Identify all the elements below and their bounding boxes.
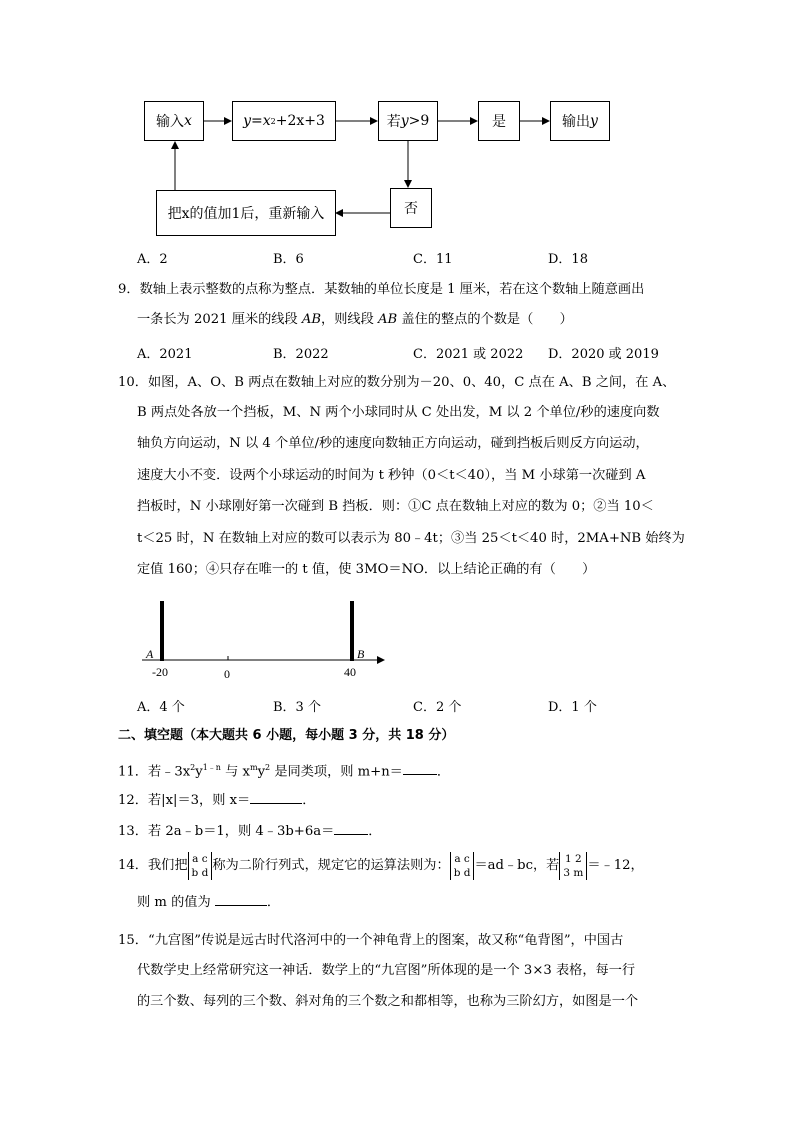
q12: 12．若|x|＝3，则 x＝ ． — [118, 793, 316, 808]
q14-line-2: 则 m 的值为 ． — [137, 895, 281, 910]
q9-option-d[interactable]: D．2020 或 2019 — [548, 347, 659, 362]
q14-line-1: 14．我们把 a c b d 称为二阶行列式，规定它的运算法则为： a c b d ＝ad﹣bc，若 1 2 3 m ＝﹣12， — [118, 852, 644, 879]
barrier-a — [160, 601, 164, 661]
q10-line-1: 10．如图，A、O、B 两点在数轴上对应的数分别为－20、0、40，C 点在 A、B 之间，在 A、 — [118, 375, 676, 390]
barrier-b — [350, 601, 354, 661]
q14-answer-blank[interactable] — [215, 893, 267, 906]
section-2-title: 二、填空题（本大题共 6 小题，每小题 3 分，共 18 分） — [118, 728, 455, 743]
q14-determinant-1: a c b d — [188, 852, 213, 880]
q9-line-1: 9．数轴上表示整数的点称为整点．某数轴的单位长度是 1 厘米，若在这个数轴上随意画出 — [118, 282, 645, 297]
q11-answer-blank[interactable] — [403, 762, 437, 775]
q10-option-c[interactable]: C．2 个 — [413, 700, 462, 715]
q10-line-4: 速度大小不变．设两个小球运动的时间为 t 秒钟（0＜t＜40），当 M 小球第一次碰到 A — [137, 468, 646, 483]
label-a: A — [146, 647, 154, 661]
q10-line-6: t＜25 时，N 在数轴上对应的数可以表示为 80﹣4t；③当 25＜t＜40 时，2MA+NB 始终为 — [137, 531, 685, 546]
q13-answer-blank[interactable] — [334, 822, 368, 835]
q10-option-b[interactable]: B．3 个 — [273, 700, 321, 715]
q8-option-a[interactable]: A．2 — [137, 252, 168, 267]
q15-line-3: 的三个数、每列的三个数、斜对角的三个数之和都相等，也称为三阶幻方，如图是一个 — [137, 994, 639, 1009]
flowchart-input-box: 输入 x — [144, 101, 204, 141]
q12-answer-blank[interactable] — [250, 791, 302, 804]
number-line-figure — [130, 595, 400, 685]
q8-option-b[interactable]: B．6 — [273, 252, 304, 267]
tick-label-0: 0 — [224, 667, 230, 681]
q14-determinant-2: a c b d — [450, 852, 475, 880]
flowchart-yes-box: 是 — [478, 101, 520, 141]
q8-option-c[interactable]: C．11 — [413, 252, 453, 267]
q11: 11．若$﹣3x^2y^{1﹣n}$ 与 $x^my^2$ 是同类项，则 m+n＝ ． — [118, 763, 451, 780]
flowchart-formula-box: y = x 2 +2x+3 — [232, 101, 336, 141]
q15-line-2: 代数学史上经常研究这一神话．数学上的“九宫图”所体现的是一个 3×3 表格，每一行 — [137, 963, 636, 978]
q15-line-1: 15．“九宫图”传说是远古时代洛河中的一个神龟背上的图案，故又称“龟背图”，中国古 — [118, 933, 624, 948]
flowchart-no-box: 否 — [390, 188, 432, 228]
q9-line-2: 一条长为 2021 厘米的线段 AB，则线段 AB 盖住的整点的个数是（ ） — [137, 312, 573, 327]
flowchart-loop-box: 把x的值加1后，重新输入 — [156, 190, 336, 236]
q10-option-a[interactable]: A．4 个 — [137, 700, 185, 715]
tick-label-40: 40 — [344, 665, 356, 679]
q14-determinant-3: 1 2 3 m — [559, 852, 587, 880]
tick-label-neg20: -20 — [152, 665, 168, 679]
q8-option-d[interactable]: D．18 — [548, 252, 588, 267]
q13: 13．若 2a﹣b＝1，则 4﹣3b+6a＝ ． — [118, 824, 382, 839]
q9-option-b[interactable]: B．2022 — [273, 347, 329, 362]
q10-line-3: 轴负方向运动，N 以 4 个单位/秒的速度向数轴正方向运动，碰到挡板后则反方向运动， — [137, 436, 649, 451]
q10-line-5: 挡板时，N 小球刚好第一次碰到 B 挡板．则：①C 点在数轴上对应的数为 0；②当 10＜ — [137, 499, 654, 514]
q9-option-c[interactable]: C．2021 或 2022 — [413, 347, 524, 362]
q9-option-a[interactable]: A．2021 — [137, 347, 193, 362]
label-b: B — [357, 647, 365, 661]
flowchart-output-box: 输出 y — [550, 101, 610, 141]
q10-option-d[interactable]: D．1 个 — [548, 700, 597, 715]
flowchart-condition-box: 若 y >9 — [378, 101, 438, 141]
q10-line-2: B 两点处各放一个挡板，M、N 两个小球同时从 C 处出发，M 以 2 个单位/秒的速度向数 — [137, 405, 660, 420]
q10-line-7: 定值 160；④只存在唯一的 t 值，使 3MO＝NO．以上结论正确的有（ ） — [137, 562, 596, 577]
